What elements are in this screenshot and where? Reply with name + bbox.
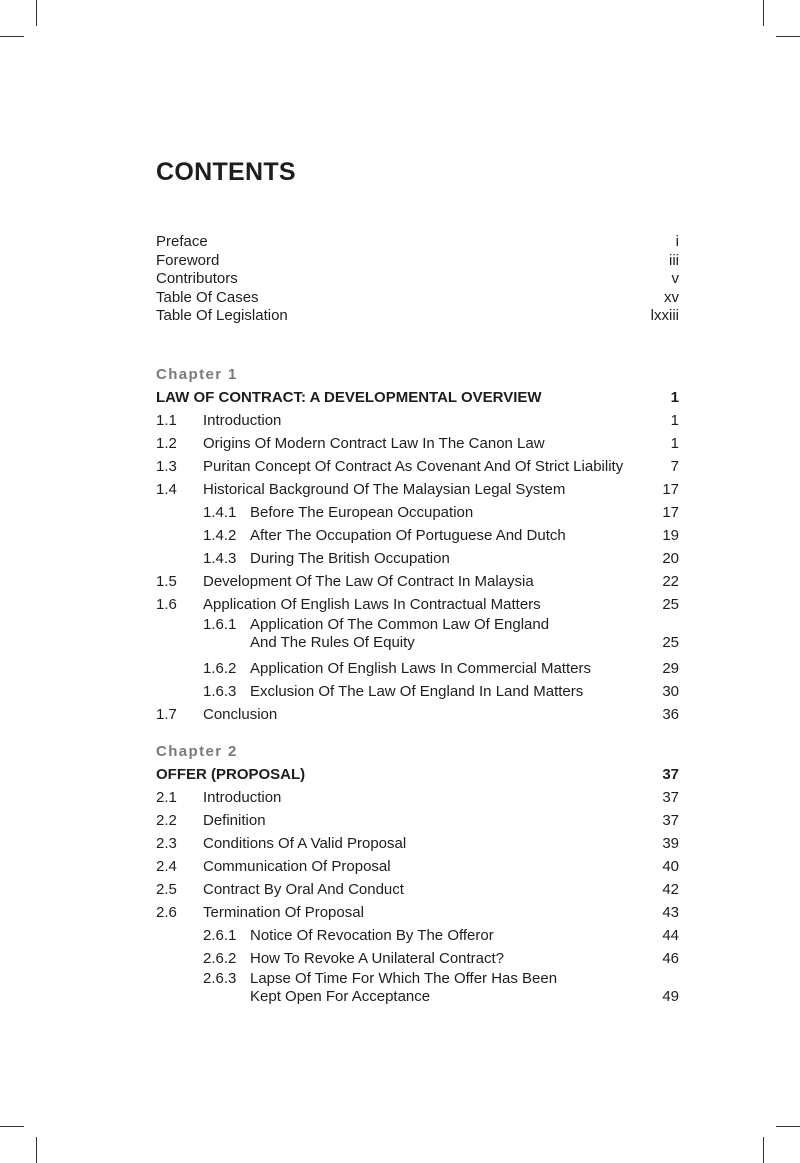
section-title-line: Application Of English Laws In Commercial Matters bbox=[250, 660, 591, 677]
toc-section-row bbox=[156, 809, 679, 832]
section-page: 17 bbox=[662, 504, 679, 521]
toc-entry-left bbox=[156, 901, 364, 924]
section-page: 20 bbox=[662, 550, 679, 567]
section-title-line: And The Rules Of Equity bbox=[250, 634, 415, 651]
section-title bbox=[203, 409, 281, 432]
section-title bbox=[250, 616, 549, 652]
chapters-list bbox=[156, 363, 679, 1011]
front-matter-row bbox=[156, 270, 679, 289]
toc-section-row bbox=[156, 786, 679, 809]
toc-entry-left bbox=[156, 786, 281, 809]
chapter-label: Chapter 1 bbox=[156, 366, 238, 383]
section-title bbox=[250, 924, 494, 947]
section-title-line: Exclusion Of The Law Of England In Land Matters bbox=[250, 683, 584, 700]
front-matter-page: iii bbox=[669, 251, 679, 269]
section-title-line: Introduction bbox=[203, 412, 282, 429]
section-number: 2.3 bbox=[156, 835, 177, 852]
chapter-page: 1 bbox=[670, 389, 679, 406]
section-title-line: Historical Background Of The Malaysian Legal System bbox=[203, 481, 566, 498]
toc-subsection-row bbox=[156, 924, 679, 947]
toc-section-row bbox=[156, 901, 679, 924]
toc-entry-left bbox=[156, 947, 504, 970]
section-title-line: Communication Of Proposal bbox=[203, 858, 391, 875]
front-matter-page: lxxiii bbox=[650, 307, 679, 324]
toc-section-row bbox=[156, 455, 679, 478]
section-title bbox=[250, 947, 504, 970]
crop-mark bbox=[0, 36, 24, 37]
toc-section-row bbox=[156, 832, 679, 855]
toc-subsection-row bbox=[156, 970, 679, 1006]
section-number: 1.2 bbox=[156, 435, 177, 452]
section-title bbox=[203, 570, 534, 593]
toc-entry-left bbox=[156, 524, 566, 547]
section-number: 1.3 bbox=[156, 458, 177, 475]
section-title bbox=[203, 832, 406, 855]
section-title-line: Lapse Of Time For Which The Offer Has Been bbox=[250, 970, 558, 987]
section-title-line: During The British Occupation bbox=[250, 550, 450, 567]
section-number: 2.6 bbox=[156, 904, 177, 921]
toc-entry-left bbox=[156, 547, 450, 570]
toc-section-row bbox=[156, 703, 679, 726]
section-number: 2.4 bbox=[156, 858, 177, 875]
section-number: 1.4.3 bbox=[203, 550, 237, 567]
section-number: 2.5 bbox=[156, 881, 177, 898]
crop-mark bbox=[763, 1137, 764, 1163]
section-number: 2.6.3 bbox=[203, 970, 237, 987]
section-page: 37 bbox=[662, 789, 679, 806]
toc-subsection-row bbox=[156, 501, 679, 524]
toc-entry-left bbox=[156, 703, 277, 726]
section-title-line: Introduction bbox=[203, 789, 282, 806]
section-page: 42 bbox=[662, 881, 679, 898]
toc-entry-left bbox=[156, 616, 549, 652]
section-title bbox=[250, 547, 450, 570]
section-title-line: Puritan Concept Of Contract As Covenant And Of Strict Liability bbox=[203, 458, 624, 475]
toc-section-row bbox=[156, 570, 679, 593]
toc-subsection-row bbox=[156, 657, 679, 680]
section-title-line: After The Occupation Of Portuguese And Dutch bbox=[250, 527, 566, 544]
section-number: 2.2 bbox=[156, 812, 177, 829]
toc-section-row bbox=[156, 878, 679, 901]
section-page: 49 bbox=[662, 988, 679, 1005]
section-title bbox=[250, 501, 473, 524]
toc-subsection-row bbox=[156, 524, 679, 547]
toc-section-row bbox=[156, 409, 679, 432]
toc-entry-left bbox=[156, 878, 404, 901]
section-title bbox=[203, 455, 623, 478]
toc-entry-left bbox=[156, 832, 406, 855]
section-page: 40 bbox=[662, 858, 679, 875]
crop-mark bbox=[0, 1126, 24, 1127]
front-matter-label: Table Of Cases bbox=[156, 288, 259, 306]
section-title-line: Definition bbox=[203, 812, 266, 829]
front-matter-list bbox=[156, 233, 679, 326]
section-title-line: Kept Open For Acceptance bbox=[250, 988, 431, 1005]
front-matter-label: Foreword bbox=[156, 251, 220, 269]
front-matter-row bbox=[156, 233, 679, 252]
toc-entry-left bbox=[156, 809, 266, 832]
front-matter-label: Table Of Legislation bbox=[156, 307, 288, 324]
section-number: 1.6.3 bbox=[203, 683, 237, 700]
toc-subsection-row bbox=[156, 947, 679, 970]
section-title-line: Termination Of Proposal bbox=[203, 904, 364, 921]
section-title bbox=[203, 901, 364, 924]
section-title bbox=[203, 703, 277, 726]
toc-entry-left bbox=[156, 455, 623, 478]
toc-section-row bbox=[156, 478, 679, 501]
toc-section-row bbox=[156, 593, 679, 616]
section-number: 2.6.2 bbox=[203, 950, 237, 967]
section-title bbox=[250, 524, 566, 547]
crop-mark bbox=[36, 0, 37, 26]
section-page: 43 bbox=[662, 904, 679, 921]
section-number: 2.6.1 bbox=[203, 927, 237, 944]
section-title bbox=[203, 878, 404, 901]
section-title bbox=[203, 432, 545, 455]
section-number: 1.4.1 bbox=[203, 504, 237, 521]
section-page: 46 bbox=[662, 950, 679, 967]
section-number: 1.6 bbox=[156, 596, 177, 613]
section-title-line: Application Of English Laws In Contractual Matters bbox=[203, 596, 541, 613]
front-matter-label: Preface bbox=[156, 233, 208, 250]
section-page: 36 bbox=[662, 706, 679, 723]
section-number: 1.7 bbox=[156, 706, 177, 723]
section-title bbox=[203, 809, 266, 832]
section-title bbox=[203, 786, 281, 809]
front-matter-page: i bbox=[675, 233, 679, 250]
toc-entry-left bbox=[156, 924, 494, 947]
section-page: 1 bbox=[670, 412, 679, 429]
crop-mark bbox=[776, 1126, 800, 1127]
section-title-line: Conclusion bbox=[203, 706, 278, 723]
section-number: 1.4.2 bbox=[203, 527, 237, 544]
toc-section-row bbox=[156, 855, 679, 878]
chapter-page: 37 bbox=[662, 766, 679, 783]
section-page: 25 bbox=[662, 634, 679, 651]
toc-entry-left bbox=[156, 970, 557, 1006]
section-page: 19 bbox=[662, 527, 679, 544]
toc-subsection-row bbox=[156, 680, 679, 703]
section-title bbox=[250, 657, 591, 680]
chapter-title-row bbox=[156, 386, 679, 409]
section-number: 1.5 bbox=[156, 573, 177, 590]
toc-entry-left bbox=[156, 570, 534, 593]
front-matter-page: v bbox=[671, 270, 679, 287]
chapter-title-row bbox=[156, 763, 679, 786]
section-number: 1.4 bbox=[156, 481, 177, 498]
section-page: 17 bbox=[662, 481, 679, 498]
toc-subsection-row bbox=[156, 616, 679, 652]
toc-entry-left bbox=[156, 593, 541, 616]
toc-entry-left bbox=[156, 657, 591, 680]
toc-subsection-row bbox=[156, 547, 679, 570]
section-title-line: Notice Of Revocation By The Offeror bbox=[250, 927, 494, 944]
section-title-line: Contract By Oral And Conduct bbox=[203, 881, 404, 898]
toc-entry-left bbox=[156, 409, 281, 432]
section-number: 1.1 bbox=[156, 412, 177, 429]
toc-entry-left bbox=[156, 478, 565, 501]
toc-entry-left bbox=[156, 855, 391, 878]
section-title-line: Development Of The Law Of Contract In Malaysia bbox=[203, 573, 534, 590]
section-page: 29 bbox=[662, 660, 679, 677]
chapter-title: LAW OF CONTRACT: A DEVELOPMENTAL OVERVIEW bbox=[156, 389, 542, 406]
toc-entry-left bbox=[156, 501, 473, 524]
section-title-line: Before The European Occupation bbox=[250, 504, 474, 521]
section-page: 44 bbox=[662, 927, 679, 944]
section-page: 1 bbox=[670, 435, 679, 452]
section-title-line: How To Revoke A Unilateral Contract? bbox=[250, 950, 505, 967]
section-page: 22 bbox=[662, 573, 679, 590]
section-title-line: Conditions Of A Valid Proposal bbox=[203, 835, 407, 852]
crop-mark bbox=[36, 1137, 37, 1163]
front-matter-row bbox=[156, 289, 679, 308]
chapter-title: OFFER (PROPOSAL) bbox=[156, 766, 306, 783]
front-matter-page: xv bbox=[664, 288, 679, 306]
chapter-spacer bbox=[156, 726, 679, 740]
front-matter-row bbox=[156, 252, 679, 271]
section-title-line: Application Of The Common Law Of England bbox=[250, 616, 550, 633]
section-title bbox=[203, 593, 541, 616]
front-matter-label: Contributors bbox=[156, 270, 238, 287]
section-page: 25 bbox=[662, 596, 679, 613]
toc-section-row bbox=[156, 432, 679, 455]
section-page: 39 bbox=[662, 835, 679, 852]
section-title bbox=[203, 478, 565, 501]
section-number: 1.6.1 bbox=[203, 616, 237, 633]
chapter-label: Chapter 2 bbox=[156, 743, 238, 760]
section-title bbox=[250, 680, 583, 703]
crop-mark bbox=[763, 0, 764, 26]
toc-entry-left bbox=[156, 680, 583, 703]
section-number: 2.1 bbox=[156, 789, 177, 806]
section-page: 7 bbox=[670, 458, 679, 475]
section-page: 30 bbox=[662, 683, 679, 700]
page-title: CONTENTS bbox=[156, 158, 296, 186]
crop-mark bbox=[776, 36, 800, 37]
section-title bbox=[250, 970, 557, 1006]
section-title-line: Origins Of Modern Contract Law In The Canon Law bbox=[203, 435, 545, 452]
front-matter-row bbox=[156, 307, 679, 326]
toc-entry-left bbox=[156, 432, 545, 455]
section-number: 1.6.2 bbox=[203, 660, 237, 677]
section-title bbox=[203, 855, 391, 878]
section-page: 37 bbox=[662, 812, 679, 829]
